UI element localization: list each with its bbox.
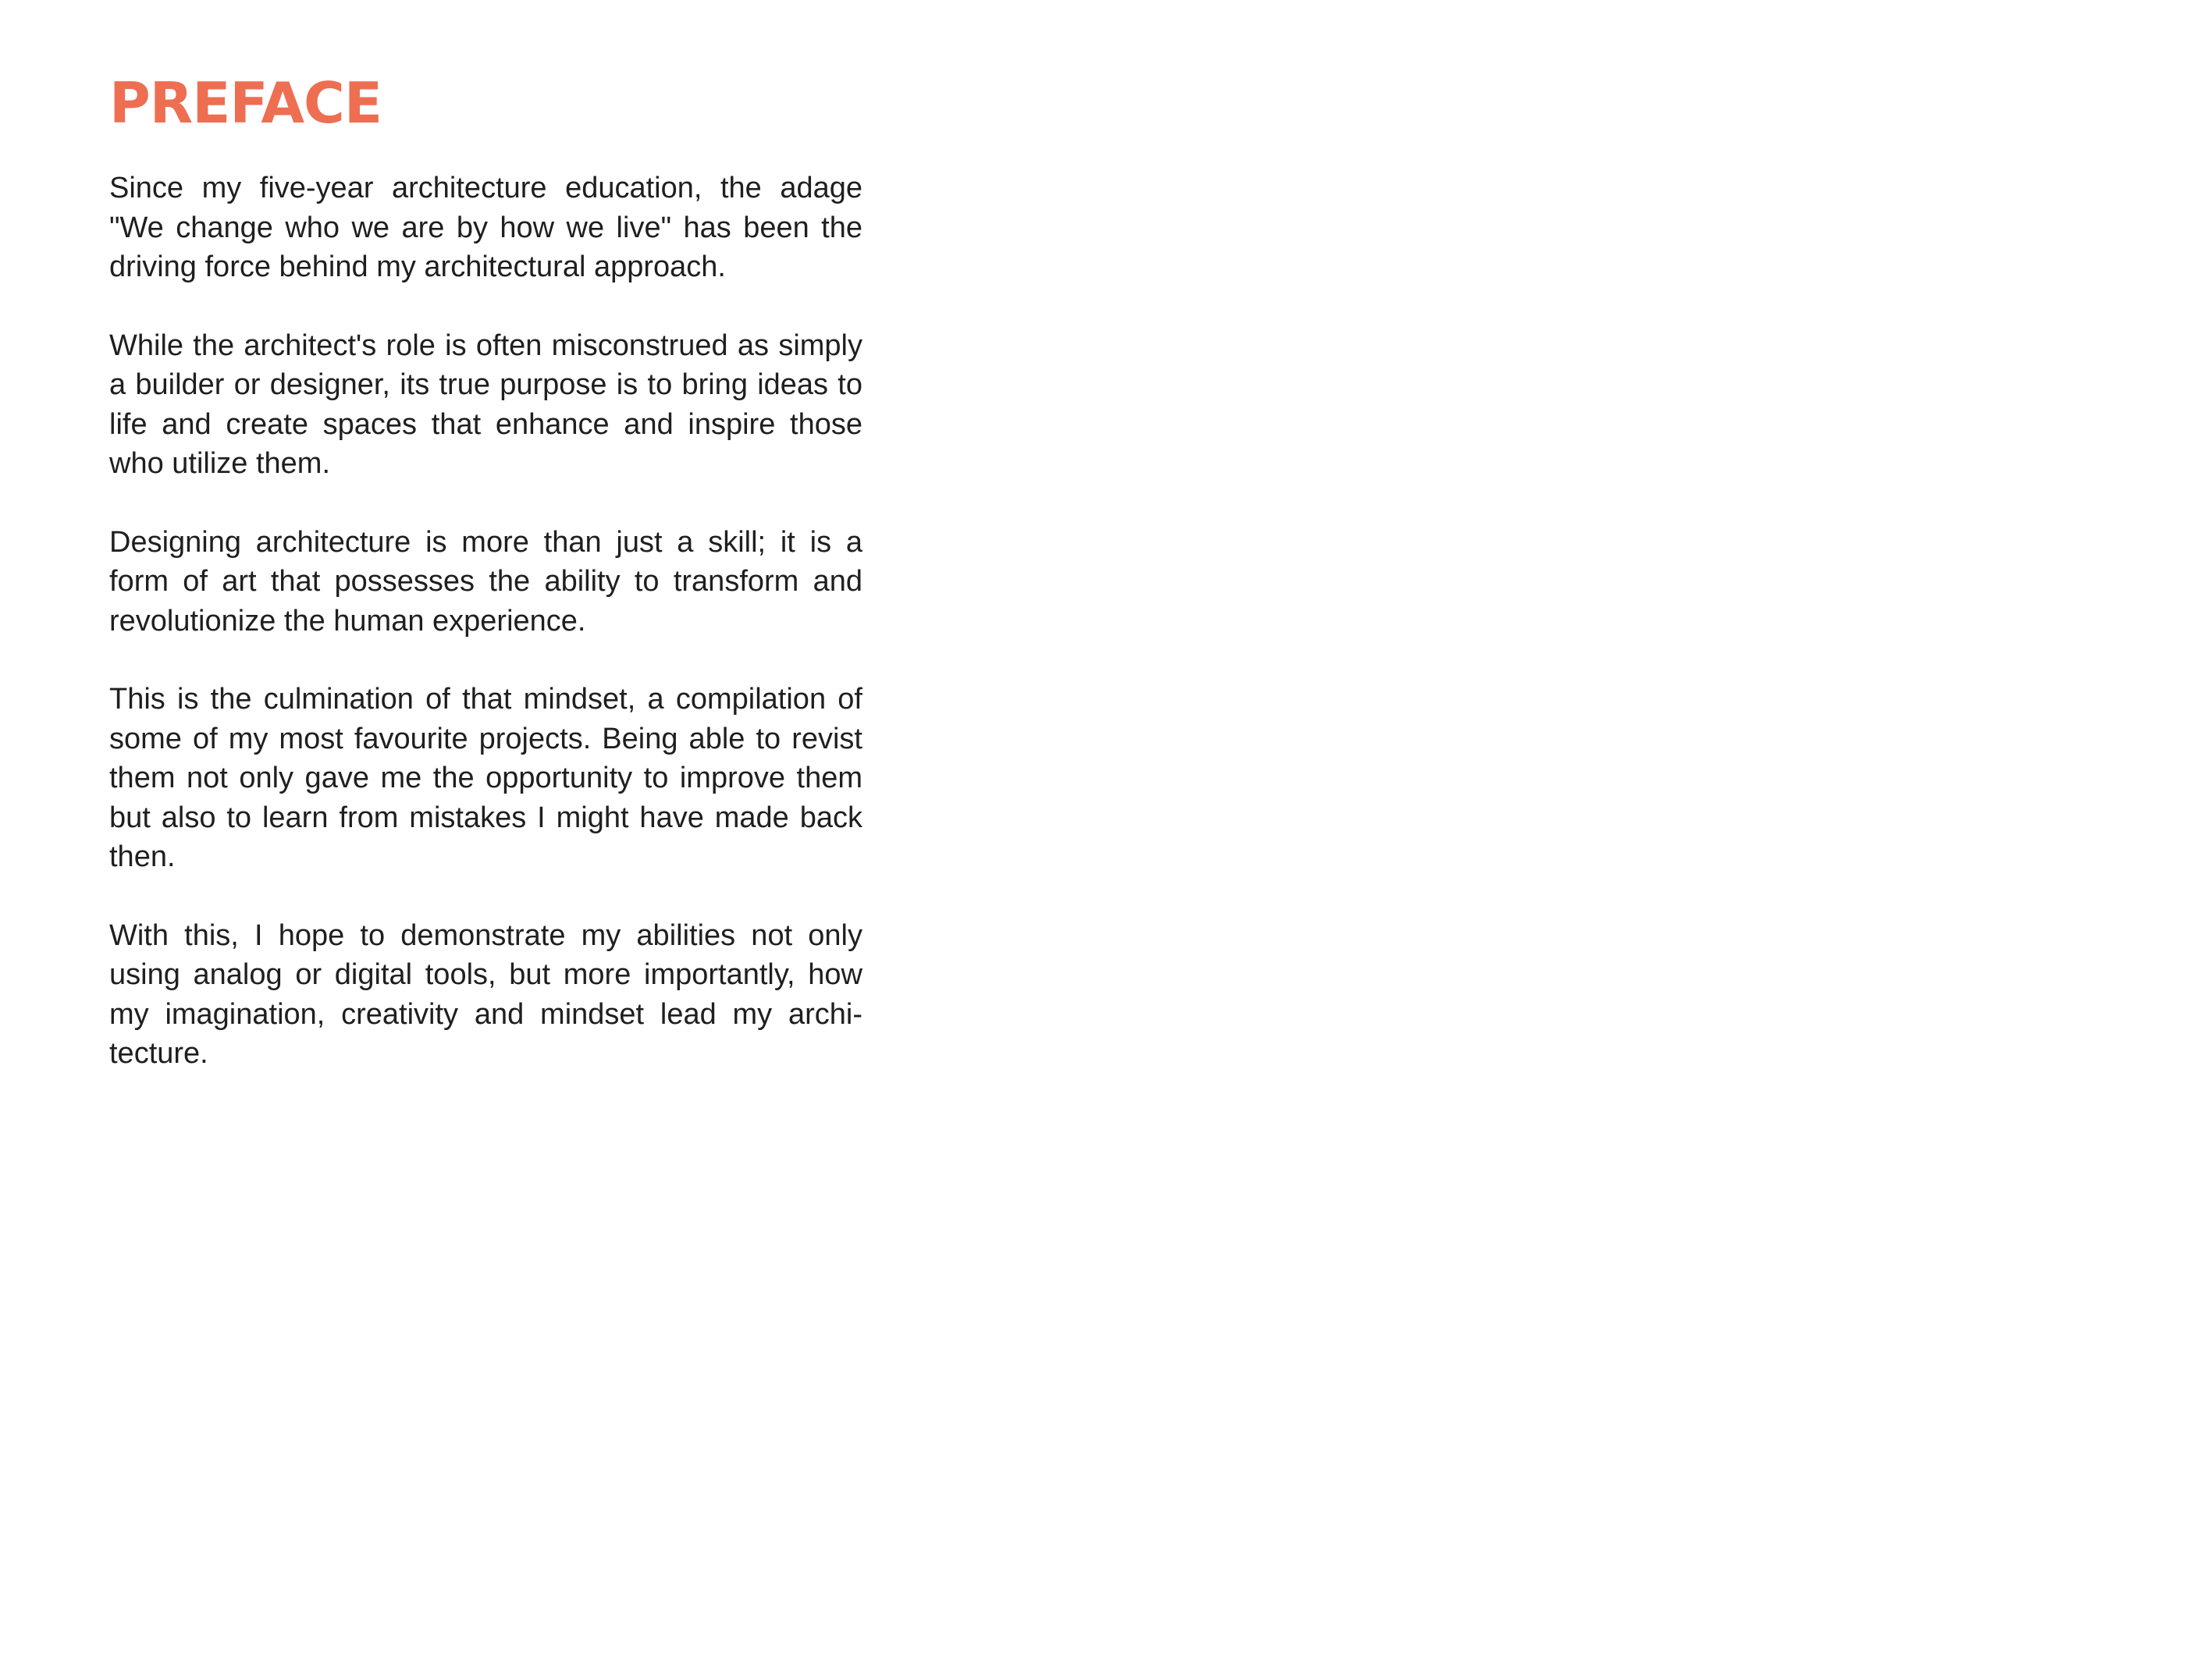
preface-body <box>109 169 862 1074</box>
preface-title: PREFACE <box>109 70 382 136</box>
preface-paragraph-5: With this, I hope to demonstrate my abilities not only using analog or digital tools, but more importantly, how my imagination, creativity and mindset lead my architecture. <box>109 918 862 1070</box>
preface-paragraph-4: This is the culmination of that mindset, a compilation of some of my most favourite projects. Being able to revist them not only gave me the opportunity to improve them but also to learn from mistakes I might have made back then. <box>109 683 862 873</box>
preface-paragraph-2: While the architect's role is often misconstrued as simply a builder or designer, its true purpose is to bring ideas to life and create spaces that enhance and inspire those who utilize them. <box>109 329 862 480</box>
preface-paragraph-1: Since my five-year architecture education, the adage "We change who we are by how we live" has been the driving force behind my architectural approach. <box>109 172 862 283</box>
preface-section <box>109 72 862 1074</box>
preface-paragraph-3: Designing architecture is more than just a skill; it is a form of art that possesses the ability to transform and revolutionize the human experience. <box>109 525 862 638</box>
